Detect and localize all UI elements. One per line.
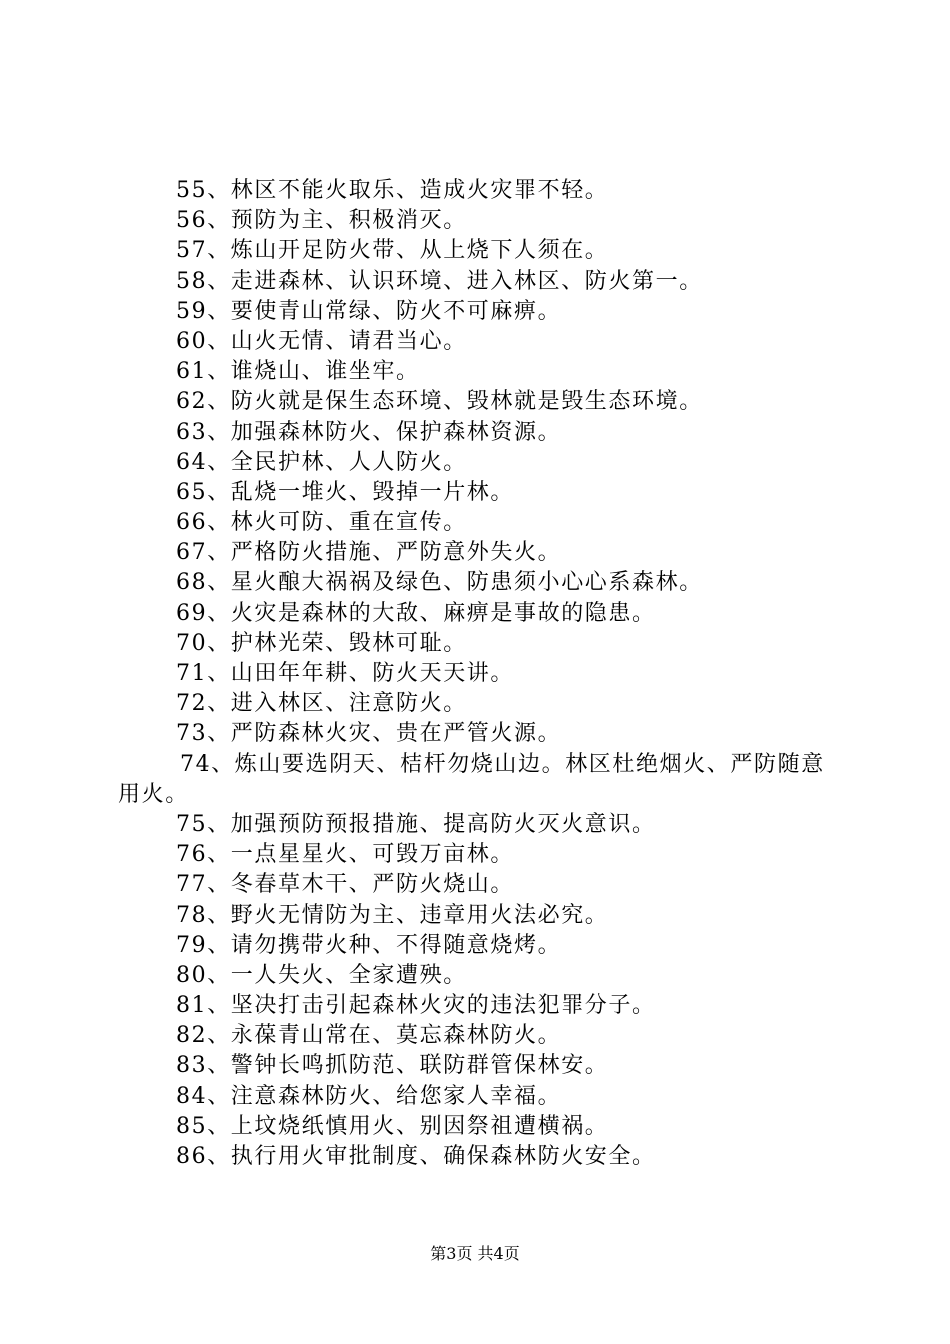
list-item: 72、进入林区、注意防火。: [176, 691, 467, 717]
list-item: 57、炼山开足防火带、从上烧下人须在。: [176, 238, 609, 264]
list-item: 62、防火就是保生态环境、毁林就是毁生态环境。: [176, 389, 703, 415]
list-item: 75、加强预防预报措施、提高防火灭火意识。: [176, 811, 656, 837]
list-item: 60、山火无情、请君当心。: [176, 328, 467, 354]
list-item: 59、要使青山常绿、防火不可麻痹。: [176, 298, 562, 324]
list-item: 71、山田年年耕、防火天天讲。: [176, 661, 514, 686]
list-item: 79、请勿携带火种、不得随意烧烤。: [176, 932, 562, 958]
list-item: 86、执行用火审批制度、确保森林防火安全。: [176, 1144, 656, 1170]
document-body: [118, 176, 838, 1172]
list-item: 56、预防为主、积极消灭。: [176, 208, 467, 234]
list-item: 69、火灾是森林的大敌、麻痹是事故的隐患。: [176, 600, 656, 626]
list-item: 76、一点星星火、可毁万亩林。: [176, 842, 514, 868]
page-number-footer: 第3页 共4页: [430, 1244, 520, 1263]
list-item: 55、林区不能火取乐、造成火灾罪不轻。: [176, 178, 609, 203]
list-item: 61、谁烧山、谁坐牢。: [176, 359, 420, 385]
list-item: 84、注意森林防火、给您家人幸福。: [176, 1083, 562, 1109]
list-item: 77、冬春草木干、严防火烧山。: [176, 872, 514, 898]
list-item: 63、加强森林防火、保护森林资源。: [176, 419, 562, 445]
list-item: 80、一人失火、全家遭殃。: [176, 962, 467, 988]
list-item: 65、乱烧一堆火、毁掉一片林。: [176, 479, 514, 505]
list-item: 78、野火无情防为主、违章用火法必究。: [176, 902, 609, 928]
list-item: 67、严格防火措施、严防意外失火。: [176, 540, 562, 566]
list-item: 82、永葆青山常在、莫忘森林防火。: [176, 1023, 562, 1049]
list-item: 81、坚决打击引起森林火灾的违法犯罪分子。: [176, 993, 656, 1019]
list-item: 64、全民护林、人人防火。: [176, 449, 467, 475]
list-item: 85、上坟烧纸慎用火、别因祭祖遭横祸。: [176, 1113, 609, 1139]
list-item-wrapped: 74、炼山要选阴天、桔杆勿烧山边。林区杜绝烟火、严防随意用火。: [118, 751, 825, 807]
list-item: 68、星火酿大祸祸及绿色、防患须小心心系森林。: [176, 570, 703, 596]
list-item: 73、严防森林火灾、贵在严管火源。: [176, 721, 562, 747]
list-item: 58、走进森林、认识环境、进入林区、防火第一。: [176, 268, 703, 294]
list-item: 70、护林光荣、毁林可耻。: [176, 630, 467, 656]
list-item: 83、警钟长鸣抓防范、联防群管保林安。: [176, 1053, 609, 1079]
list-item: 66、林火可防、重在宣传。: [176, 510, 467, 536]
